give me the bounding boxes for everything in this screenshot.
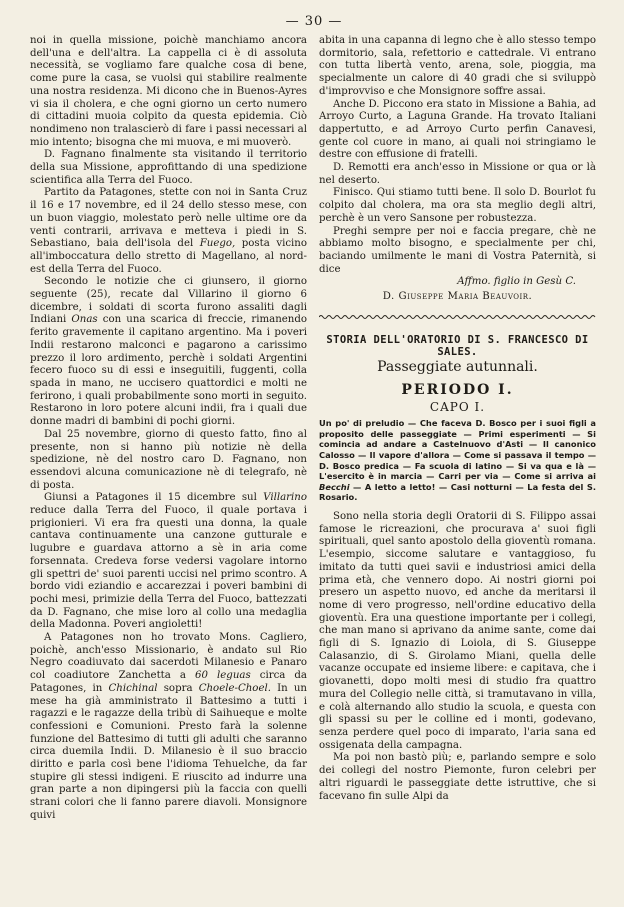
paragraph: Preghi sempre per noi e faccia pregare, chè ne abbiamo molto bisogno, e specialmente per chi, baciando umilmente le mani di Vostra Paternità, si dice [319, 225, 596, 275]
paragraph: Sono nella storia degli Oratorii di S. Filippo assai famose le ricreazioni, che procurava a' suoi figli spirituali, quel santo apostolo della gioventù romana. L'esempio, siccome salutare e vantaggioso, fu imitato da tutti quei savii e industriosi amici della prima età, che vennero dopo. Ai nostri giorni poi presero un aspetto nuovo, ed anche da meritarsi il nome di vero progresso, nell'ordine educativo della gioventù. Era una questione importante per i collegi, che man mano si aprivano da anime sante, come dai figli di S. Ignazio di Loiola, di S. Giuseppe Calasanzio, di S. Girolamo Miani, quella delle vacanze occupate ed insieme libere: e capitava, che i giovanetti, dopo molti mesi di studio fra quattro mura del Collegio nelle città, si tramutavano in villa, e colà alternando allo studio la scuola, e questa con gli spassi su per le colline ed i monti, godevano, senza perdere quel poco di imparato, l'aria sana ed ossigenata della campagna. [319, 511, 596, 751]
two-column-layout [30, 35, 598, 823]
paragraph: noi in quella missione, poichè manchiamo ancora dell'una e dell'altra. La cappella ci è di assoluta necessità, se vogliamo fare qualche cosa di bene, come pure la casa, se vuolsi qui stabilire realmente una nostra residenza. Mi dicono che in Buenos-Ayres vi sia il cholera, e che ogni giorno un certo numero di cittadini muoia colpito da questa epidemia. Ciò nondimeno non tralascierò di fare i passi necessari al mio intento; bisogna che mi muova, e mi muoverò. [30, 35, 307, 148]
paragraph: A Patagones non ho trovato Mons. Cagliero, poichè, anch'esso Missionario, è andato sul Rio Negro coadiuvato dai sacerdoti Milanesio e Panaro col coadiutore Zanchetta a 60 leguas circa da Patagones, in Chichinal sopra Choele-Choel. In un mese ha già amministrato il Battesimo a tutti i ragazzi e le ragazze della tribù di Saihueque e molte confessioni e Comunioni. Presto farà la solenne funzione del Battesimo di tutti gli adulti che saranno circa duemila Indii. D. Milanesio è il suo braccio diritto e parla così bene l'idioma Tehuelche, da far stupire gli stessi indigeni. E riuscito ad indurre una gran parte a non dipingersi più la faccia con quelli strani colori che li fanno parere diavoli. Monsignore quivi [30, 632, 308, 821]
left-column [30, 35, 307, 823]
chapter-heading: CAPO I. [429, 399, 486, 414]
wavy-divider [319, 314, 596, 320]
period-heading: PERIODO I. [401, 381, 514, 398]
section-subtitle: Passeggiate autunnali. [377, 359, 538, 376]
paragraph: Partito da Patagones, stette con noi in Santa Cruz il 16 e 17 novembre, ed il 24 dello stesso mese, con un buon viaggio, molestato però nelle ultime ore da venti contrarii, arrivava e metteva i piedi in S. Sebastiano, baia dell'isola del Fuego, posta vicino all'imboccatura dello stretto di Magellano, al nord-est della Terra del Fuoco. [30, 187, 307, 275]
paragraph: Giunsi a Patagones il 15 dicembre sul Villarino reduce dalla Terra del Fuoco, il quale portava i prigionieri. Vi era fra questi una donna, la quale cantava continuamente una canzone gutturale e lugubre e guardava attorno a sè in aria come forsennata. Credeva forse vedersi vagolare intorno gli spettri de' suoi parenti uccisi nel primo scontro. A bordo vidi eziandio e accarezzai i poveri bambini di pochi mesi, primizie della Terra del Fuoco, battezzati da D. Fagnano, che mise loro al collo una medaglia della Madonna. Poveri angioletti! [30, 492, 307, 631]
letter-signature: D. Giuseppe Maria Beauvoir. [382, 291, 533, 303]
paragraph: Anche D. Piccono era stato in Missione a Bahia, ad Arroyo Curto, a Laguna Grande. Ha trovato Italiani dappertutto, e ad Arroyo Curto perfin Canavesi, gente col cuore in mano, ai quali noi stringiamo le destre con effusione di fratelli. [319, 98, 596, 161]
paragraph: Dal 25 novembre, giorno di questo fatto, fino al presente, non si hanno più notizie nè della spedizione, nè del nostro caro D. Fagnano, non essendovi alcuna comunicazione nè di telegrafo, nè di posta. [30, 428, 307, 491]
paragraph: Finisco. Qui stiamo tutti bene. Il solo D. Bourlot fu colpito dal cholera, ma ora sta meglio degli altri, perchè è un vero Sansone per robustezza. [319, 187, 596, 224]
chapter-summary: Un po' di preludio — Che faceva D. Bosco per i suoi figli a proposito delle passeggiate — Primi esperimenti — Si comincia ad andare a Castelnuovo d'Asti — Il canonico Calosso — Il vapore d'allora — Come si passava il tempo — D. Bosco predica — Fa scuola di latino — Si va qua e là — L'esercito è in marcia — Carri per via — Come si arriva ai Becchi — A letto a letto! — Casi notturni — La festa del S. Rosario. [319, 418, 596, 503]
section-title: STORIA DELL'ORATORIO DI S. FRANCESCO DI SALES. [326, 333, 589, 359]
paragraph: Secondo le notizie che ci giunsero, il giorno seguente (25), recate dal Villarino il giorno 6 dicembre, i soldati di scorta furono assaliti dagli Indiani Onas con una scarica di freccie, rimanendo ferito gravemente il capitano argentino. Ma i poveri Indii restarono malconci e pagarono a carissimo prezzo il loro ardimento, perchè i soldati Argentini fecero fuoco su di essi e inseguitili, fuggenti, colla spada in mano, ne uccisero quattordici e molti ne ferirono, i quali probabilmente sono morti in seguito. Restarono in loro potere alcuni indii, fra i quali due donne madri di bambini di pochi giorni. [30, 276, 308, 428]
paragraph: D. Fagnano finalmente sta visitando il territorio della sua Missione, approfittando di una spedizione scientifica alla Terra del Fuoco. [30, 149, 307, 186]
page-number: — 30 — [285, 14, 343, 29]
right-column [319, 35, 596, 823]
paragraph: Ma poi non bastò più; e, parlando sempre e solo dei collegi del nostro Piemonte, furon celebri per altri riguardi le passeggiate dette istruttive, che si facevano fin sulle Alpi da [319, 752, 596, 802]
letter-signoff: Affmo. figlio in Gesù C. [457, 276, 576, 288]
paragraph: abita in una capanna di legno che è allo stesso tempo dormitorio, sala, refettorio e cattedrale. Vi entrano con tutta libertà vento, arena, sole, pioggia, ma specialmente un calore di 40 gradi che si sviluppò d'improvviso e che Monsignore soffre assai. [319, 35, 596, 97]
paragraph: D. Remotti era anch'esso in Missione or qua or là nel deserto. [319, 162, 596, 186]
